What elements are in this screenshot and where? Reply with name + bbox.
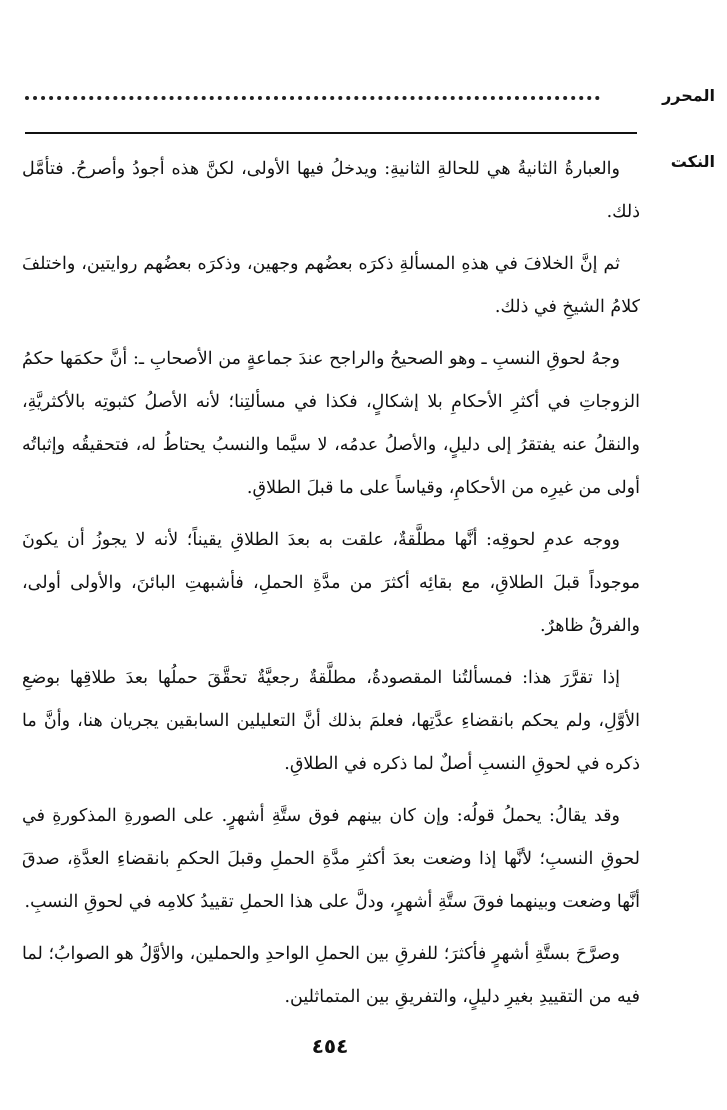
side-label-muharrar: المحرر bbox=[662, 86, 715, 105]
paragraph: وقد يقالُ: يحملُ قولُه: وإن كان بينهم فوق ستَّةِ أشهرٍ. على الصورةِ المذكورةِ في لحوقِ النسبِ؛ لأنَّها إذا وضعت بعدَ أكثرِ مدَّةِ الحملِ وقبلَ الحكمِ بانقضاءِ العدَّةِ، صدقَ أنَّها وضعت وبينهما فوقَ ستَّةِ أشهرٍ، ودلَّ على هذا الحملِ تقييدُ كلامِه في لحوقِ النسبِ. bbox=[22, 806, 640, 912]
dotted-separator bbox=[25, 96, 600, 100]
paragraph: إذا تقرَّرَ هذا: فمسألتُنا المقصودةُ، مطلَّقةٌ رجعيَّةٌ تحقَّقَ حملُها بعدَ طلاقِها بوضعِ الأوَّلِ، ولم يحكم بانقضاءِ عدَّتِها، فعلمَ بذلك أنَّ التعليلين السابقين يجريان هنا، وأنَّ ما ذكره في لحوقِ النسبِ أصلٌ لما ذكره في الطلاقِ. bbox=[22, 668, 640, 774]
side-label-nukat: النكت bbox=[670, 152, 715, 171]
paragraph: وصرَّحَ بستَّةِ أشهرٍ فأكثرَ؛ للفرقِ بين الحملِ الواحدِ والحملين، والأوَّلُ هو الصوابُ؛ لما فيه من التقييدِ بغيرِ دليلٍ، والتفريقِ بين المتماثلين. bbox=[22, 944, 640, 1007]
paragraph: وجهُ لحوقِ النسبِ ـ وهو الصحيحُ والراجح عندَ جماعةٍ من الأصحابِ ـ: أنَّ حكمَها حكمُ الزوجاتِ في أكثرِ الأحكامِ بلا إشكالٍ، فكذا في مسألتِنا؛ لأنه الأصلُ كثبوتِه بالأكثريَّةِ، والنقلُ عنه يفتقرُ إلى دليلٍ، والأصلُ عدمُه، لا سيَّما والنسبُ يحتاطُ له، فتحقيقُه وإثباتُه أولى من غيرِه من الأحكامِ، وقياساً على ما قبلَ الطلاقِ. bbox=[22, 349, 640, 498]
paragraph: ووجه عدمِ لحوقِه: أنَّها مطلَّقةٌ، علقت به بعدَ الطلاقِ يقيناً؛ لأنه لا يجوزُ أن يكونَ موجوداً قبلَ الطلاقِ، مع بقائِه أكثرَ من مدَّةِ الحملِ، فأشبهتِ البائنَ، والأولى أولى، والفرقُ ظاهرٌ. bbox=[22, 530, 640, 636]
paragraph: والعبارةُ الثانيةُ هي للحالةِ الثانيةِ: ويدخلُ فيها الأولى، لكنَّ هذه أجودُ وأصرحُ. فتأمَّل ذلك. bbox=[22, 159, 640, 222]
page-number: ٤٥٤ bbox=[311, 1034, 349, 1058]
main-text-block bbox=[22, 148, 640, 1033]
paragraph bbox=[22, 1028, 640, 1033]
solid-separator bbox=[25, 132, 637, 134]
paragraph: ثم إنَّ الخلافَ في هذهِ المسألةِ ذكرَه بعضُهم وجهين، وذكرَه بعضُهم روايتين، واختلفَ كلامُ الشيخِ في ذلك. bbox=[22, 254, 640, 317]
